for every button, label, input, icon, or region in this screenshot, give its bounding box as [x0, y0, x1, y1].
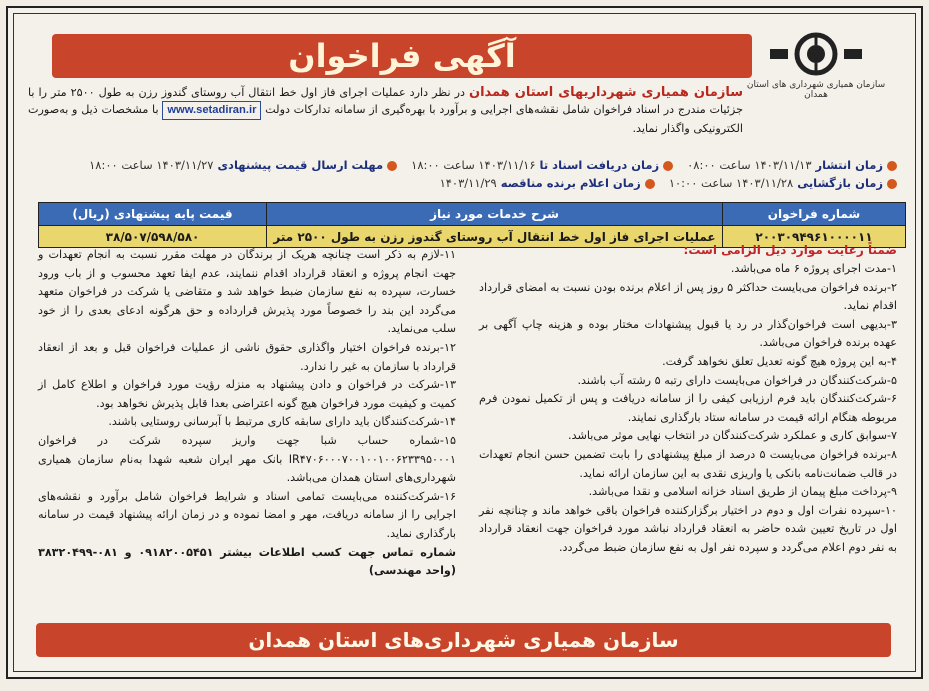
column-header-description: شرح خدمات مورد نیاز: [267, 203, 723, 226]
requirements-title: ضمناً رعایت موارد ذیل الزامی است:: [683, 243, 897, 257]
winner-label: زمان اعلام برنده مناقصه: [500, 176, 641, 190]
list-item: ۱-مدت اجرای پروژه ۶ ماه می‌باشد.: [730, 262, 897, 275]
organization-name: سازمان همیاری شهرداریهای استان همدان: [468, 85, 743, 100]
column-header-base-price: قیمت پایه پیشنهادی (ریال): [39, 203, 267, 226]
bullet-icon: [887, 179, 897, 189]
intro-text-2: با مشخصات ذیل و به‌صورت الکترونیکی واگذار نماید.: [28, 103, 743, 135]
bullet-icon: [387, 161, 397, 171]
website-link[interactable]: www.setadiran.ir: [162, 101, 261, 120]
list-item: ۲-برنده فراخوان می‌بایست حداکثر ۵ روز پس از اعلام برنده بودن نسبت به امضای قرارداد اقدام نماید.: [479, 280, 897, 313]
list-item: ۸-برنده فراخوان می‌بایست ۵ درصد از مبلغ پیشنهادی را بابت تضمین حسن انجام تعهدات در قالب ضمانت‌نامه بانکی یا واریزی نقدی به این سازمان ارائه نماید.: [479, 447, 897, 480]
contact-info: شماره تماس جهت کسب اطلاعات بیشتر ۰۹۱۸۲۰۰۵۴۵۱ و ۰۸۱-۳۸۳۲۰۴۹۹ (واحد مهندسی): [38, 545, 456, 578]
list-item: ۱۶-شرکت‌کننده می‌بایست تمامی اسناد و شرایط فراخوان شامل برآورد و نقشه‌های اجرایی را از سامانه دریافت، مهر و امضا نموده و در زمان ارائه پیشنهاد قیمت در سامانه بارگذاری نماید.: [38, 489, 456, 540]
dates-line-1: [28, 156, 897, 174]
list-item: ۵-شرکت‌کنندگان در فراخوان می‌بایست دارای رتبه ۵ رشته آب باشند.: [577, 373, 897, 387]
publish-value: ۱۴۰۳/۱۱/۱۳ ساعت ۰۸:۰۰: [687, 158, 812, 172]
base-price-cell: ۳۸/۵۰۷/۵۹۸/۵۸۰: [39, 226, 267, 248]
notice-title: آگهی فراخوان: [288, 37, 516, 75]
notice-page: [6, 6, 923, 679]
intro-text-1: در نظر دارد عملیات اجرای فاز اول خط انتقال آب روستای گندوز رزن به طول ۲۵۰۰ متر را با جزئیات مندرج در اسناد فراخوان شامل نقشه‌های اجرایی و برآورد با بهره‌گیری از سامانه تدارکات دولت: [28, 86, 743, 116]
receive-label: زمان دریافت اسناد تا: [539, 158, 660, 172]
dates-block: [28, 156, 897, 192]
list-item: ۱۱-لازم به ذکر است چنانچه هریک از برندگان در مهلت مقرر نسبت به انجام تعهدات و جهت انجام پروژه و انعقاد قرارداد اقدام ننمایند، عدم ایفا تعهد محسوب و از باب ورود خسارت، سپرده به نفع سازمان ضبط خواهد شد و متقاضی یا شرکت در فراخوان متعهد می‌گردد این بند را خصوصاً مورد پذیرش قرارداده و حق هرگونه ادعای بعدی را از خود سلب می‌نماید.: [38, 248, 456, 336]
description-cell: عملیات اجرای فاز اول خط انتقال آب روستای گندوز رزن به طول ۲۵۰۰ متر: [267, 226, 723, 248]
requirements-right-column: [479, 260, 897, 558]
list-item: ۱۴-شرکت‌کنندگان باید دارای سابقه کاری مرتبط با آبرسانی روستایی باشند.: [108, 415, 456, 429]
tender-table-header-row: [39, 203, 906, 226]
intro-paragraph: [28, 84, 743, 137]
publish-label: زمان انتشار: [815, 158, 883, 172]
list-item: ۹-پرداخت مبلغ پیمان از طریق اسناد خزانه اسلامی و نقدا می‌باشد.: [588, 485, 897, 499]
receive-value: ۱۴۰۳/۱۱/۱۶ ساعت ۱۸:۰۰: [411, 158, 536, 172]
list-item: ۱۲-برنده فراخوان اختیار واگذاری حقوق ناشی از عملیات فراخوان قبل و بعد از انعقاد قرارداد با سازمان به غیر را ندارد.: [38, 340, 456, 373]
bullet-icon: [645, 179, 655, 189]
dates-line-2: [28, 174, 897, 192]
list-item: ۶-شرکت‌کنندگان باید فرم ارزیابی کیفی را از سامانه دریافت و پس از تکمیل نمودن فرم مربوطه هنگام ارائه قیمت در سامانه ستاد بارگذاری نمایند.: [479, 392, 897, 424]
list-item: ۳-بدیهی است فراخوان‌گذار در رد یا قبول پیشنهادات مختار بوده و هزینه چاپ آگهی بر عهده برنده فراخوان می‌باشد.: [479, 317, 897, 350]
organization-logo-icon: [768, 30, 864, 78]
tender-number-cell: ۲۰۰۳۰۹۴۹۶۱۰۰۰۰۱۱: [723, 226, 906, 248]
bullet-icon: [887, 161, 897, 171]
logo-caption: سازمان همیاری شهرداری های استان همدان: [746, 80, 886, 100]
notice-title-banner: [52, 34, 752, 78]
organization-logo: [741, 30, 891, 108]
list-item: ۱۰-سپرده نفرات اول و دوم در اختیار برگزارکننده فراخوان باقی خواهد ماند و چنانچه نفر اول در تاریخ تعیین شده حاضر به انعقاد قرارداد نباشد مورد فراخوان جهت انعقاد قرارداد به نفر دوم اعلام می‌گردد و سپرده نفر اول به نفع سازمان ضبط می‌گردد.: [479, 503, 897, 554]
list-item: ۴-به این پروژه هیچ گونه تعدیل تعلق نخواهد گرفت.: [662, 354, 897, 368]
list-item: ۱۵-شماره حساب شبا جهت واریز سپرده شرکت در فراخوان IR۴۷۰۶۰۰۰۷۰۰۱۰۰۱۰۰۶۲۳۳۹۵۰۰۰۱ بانک مهر ایران شعبه شهدا به‌نام سازمان همیاری شهرداری‌های استان همدان می‌باشد.: [38, 433, 456, 485]
list-item: ۱۳-شرکت در فراخوان و دادن پیشنهاد به منزله رؤیت مورد فراخوان و اطلاع کامل از کمیت و کیفیت مورد فراخوان هیچ گونه اعتراضی بعدا قابل پذیرش نخواهد بود.: [38, 378, 456, 410]
requirements-left-column: [38, 246, 456, 581]
footer-banner: [36, 623, 891, 657]
submit-label: مهلت ارسال قیمت پیشنهادی: [217, 158, 384, 172]
footer-text: سازمان همیاری شهرداری‌های استان همدان: [248, 628, 679, 652]
list-item: ۷-سوابق کاری و عملکرد شرکت‌کنندگان در انتخاب نهایی موثر می‌باشد.: [568, 429, 897, 443]
opening-value: ۱۴۰۳/۱۱/۲۸ ساعت ۱۰:۰۰: [668, 176, 794, 190]
tender-table: [38, 202, 906, 248]
opening-label: زمان بازگشایی: [797, 176, 883, 190]
winner-value: ۱۴۰۳/۱۱/۲۹: [439, 176, 497, 190]
column-header-tender-number: شماره فراخوان: [723, 203, 906, 226]
bullet-icon: [663, 161, 673, 171]
submit-value: ۱۴۰۳/۱۱/۲۷ ساعت ۱۸:۰۰: [89, 158, 214, 172]
